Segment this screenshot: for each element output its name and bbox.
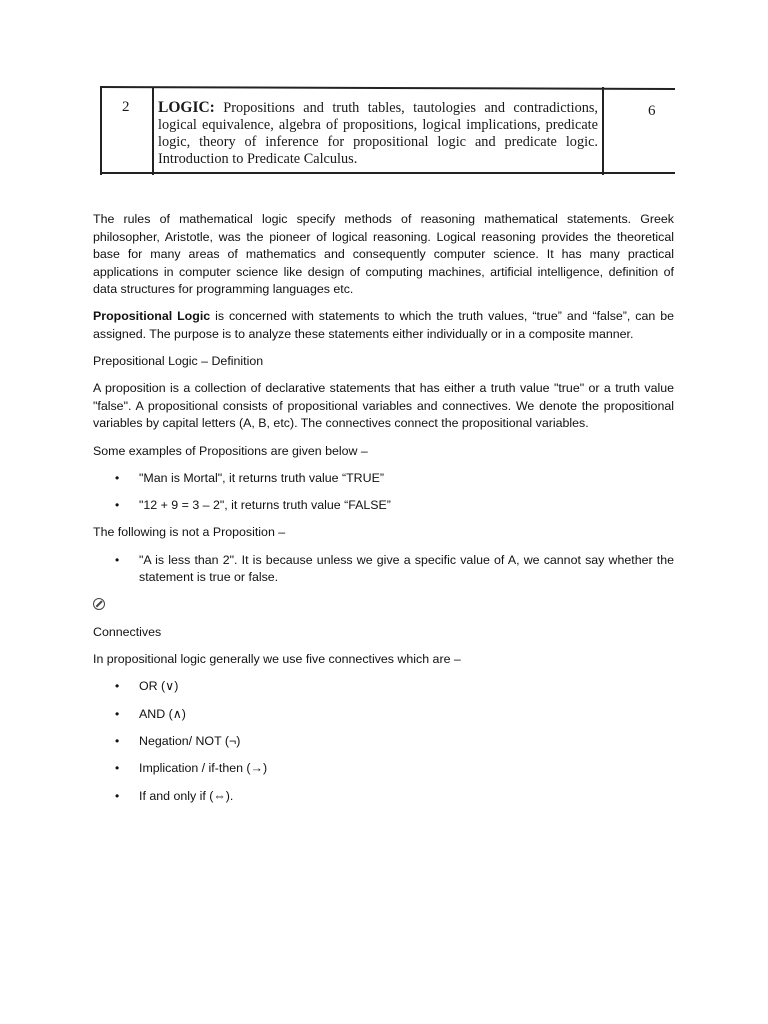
anchor-icon-wrapper [93, 596, 674, 624]
document-body [93, 211, 674, 815]
examples-list [93, 470, 674, 515]
lecture-hours: 6 [648, 103, 656, 119]
list-item: • "A is less than 2". It is because unless we give a specific value of A, we cannot say whether the statement is true or false. [93, 552, 674, 587]
list-item: • If and only if (⇔). [93, 788, 674, 806]
list-item: • "12 + 9 = 3 – 2", it returns truth value “FALSE” [93, 497, 674, 515]
examples-intro: Some examples of Propositions are given below – [93, 443, 368, 458]
list-item: • Negation/ NOT (¬) [93, 733, 674, 751]
table-column-divider [152, 87, 154, 175]
propositional-logic-paragraph [93, 308, 674, 343]
syllabus-content [158, 99, 598, 168]
intro-paragraph: The rules of mathematical logic specify methods of reasoning mathematical statements. Greek philosopher, Aristotle, was the pioneer of logical reasoning. Logical reasoning provides the theoretical base for many areas of mathematics and consequently computer science. It has many practical applications in computer science like design of computing machines, artificial intelligence, definition of data structures for programming languages etc. [93, 212, 674, 297]
definition-heading: Prepositional Logic – Definition [93, 354, 264, 369]
list-item: • Implication / if-then (→) [93, 760, 674, 778]
unit-number: 2 [122, 99, 130, 115]
table-bottom-border [100, 172, 675, 174]
non-propositions-list [93, 552, 674, 587]
table-top-border [100, 86, 675, 90]
definition-paragraph: A proposition is a collection of declarative statements that has either a truth value "true" or a truth value "false". A propositional consists of propositional variables and connectives. We denote the propositional variables by capital letters (A, B, etc). The connectives connect the propositional variables. [93, 381, 674, 431]
list-item: • OR (∨) [93, 678, 674, 696]
list-item: • "Man is Mortal", it returns truth value “TRUE” [93, 470, 674, 488]
anchor-icon[interactable] [93, 598, 105, 610]
table-left-border [100, 87, 102, 175]
propositional-logic-text: is concerned with statements to which the truth values, “true” and “false”, can be assigned. The purpose is to analyze these statements either individually or in a composite manner. [93, 309, 674, 342]
connectives-intro: In propositional logic generally we use five connectives which are – [93, 652, 461, 667]
propositional-logic-term: Propositional Logic [93, 309, 211, 324]
syllabus-table-row [100, 87, 675, 175]
connectives-heading: Connectives [93, 625, 162, 640]
syllabus-topics: Propositions and truth tables, tautologies and contradictions, logical equivalence, algebra of propositions, logical implications, predicate logic, theory of inference for propositional logic and predicate logic. Introduction to Predicate Calculus. [158, 100, 598, 167]
non-proposition-intro: The following is not a Proposition – [93, 525, 286, 540]
list-item: • AND (∧) [93, 706, 674, 724]
table-column-divider [602, 87, 604, 175]
connectives-list [93, 678, 674, 805]
syllabus-title: LOGIC: [158, 99, 215, 116]
